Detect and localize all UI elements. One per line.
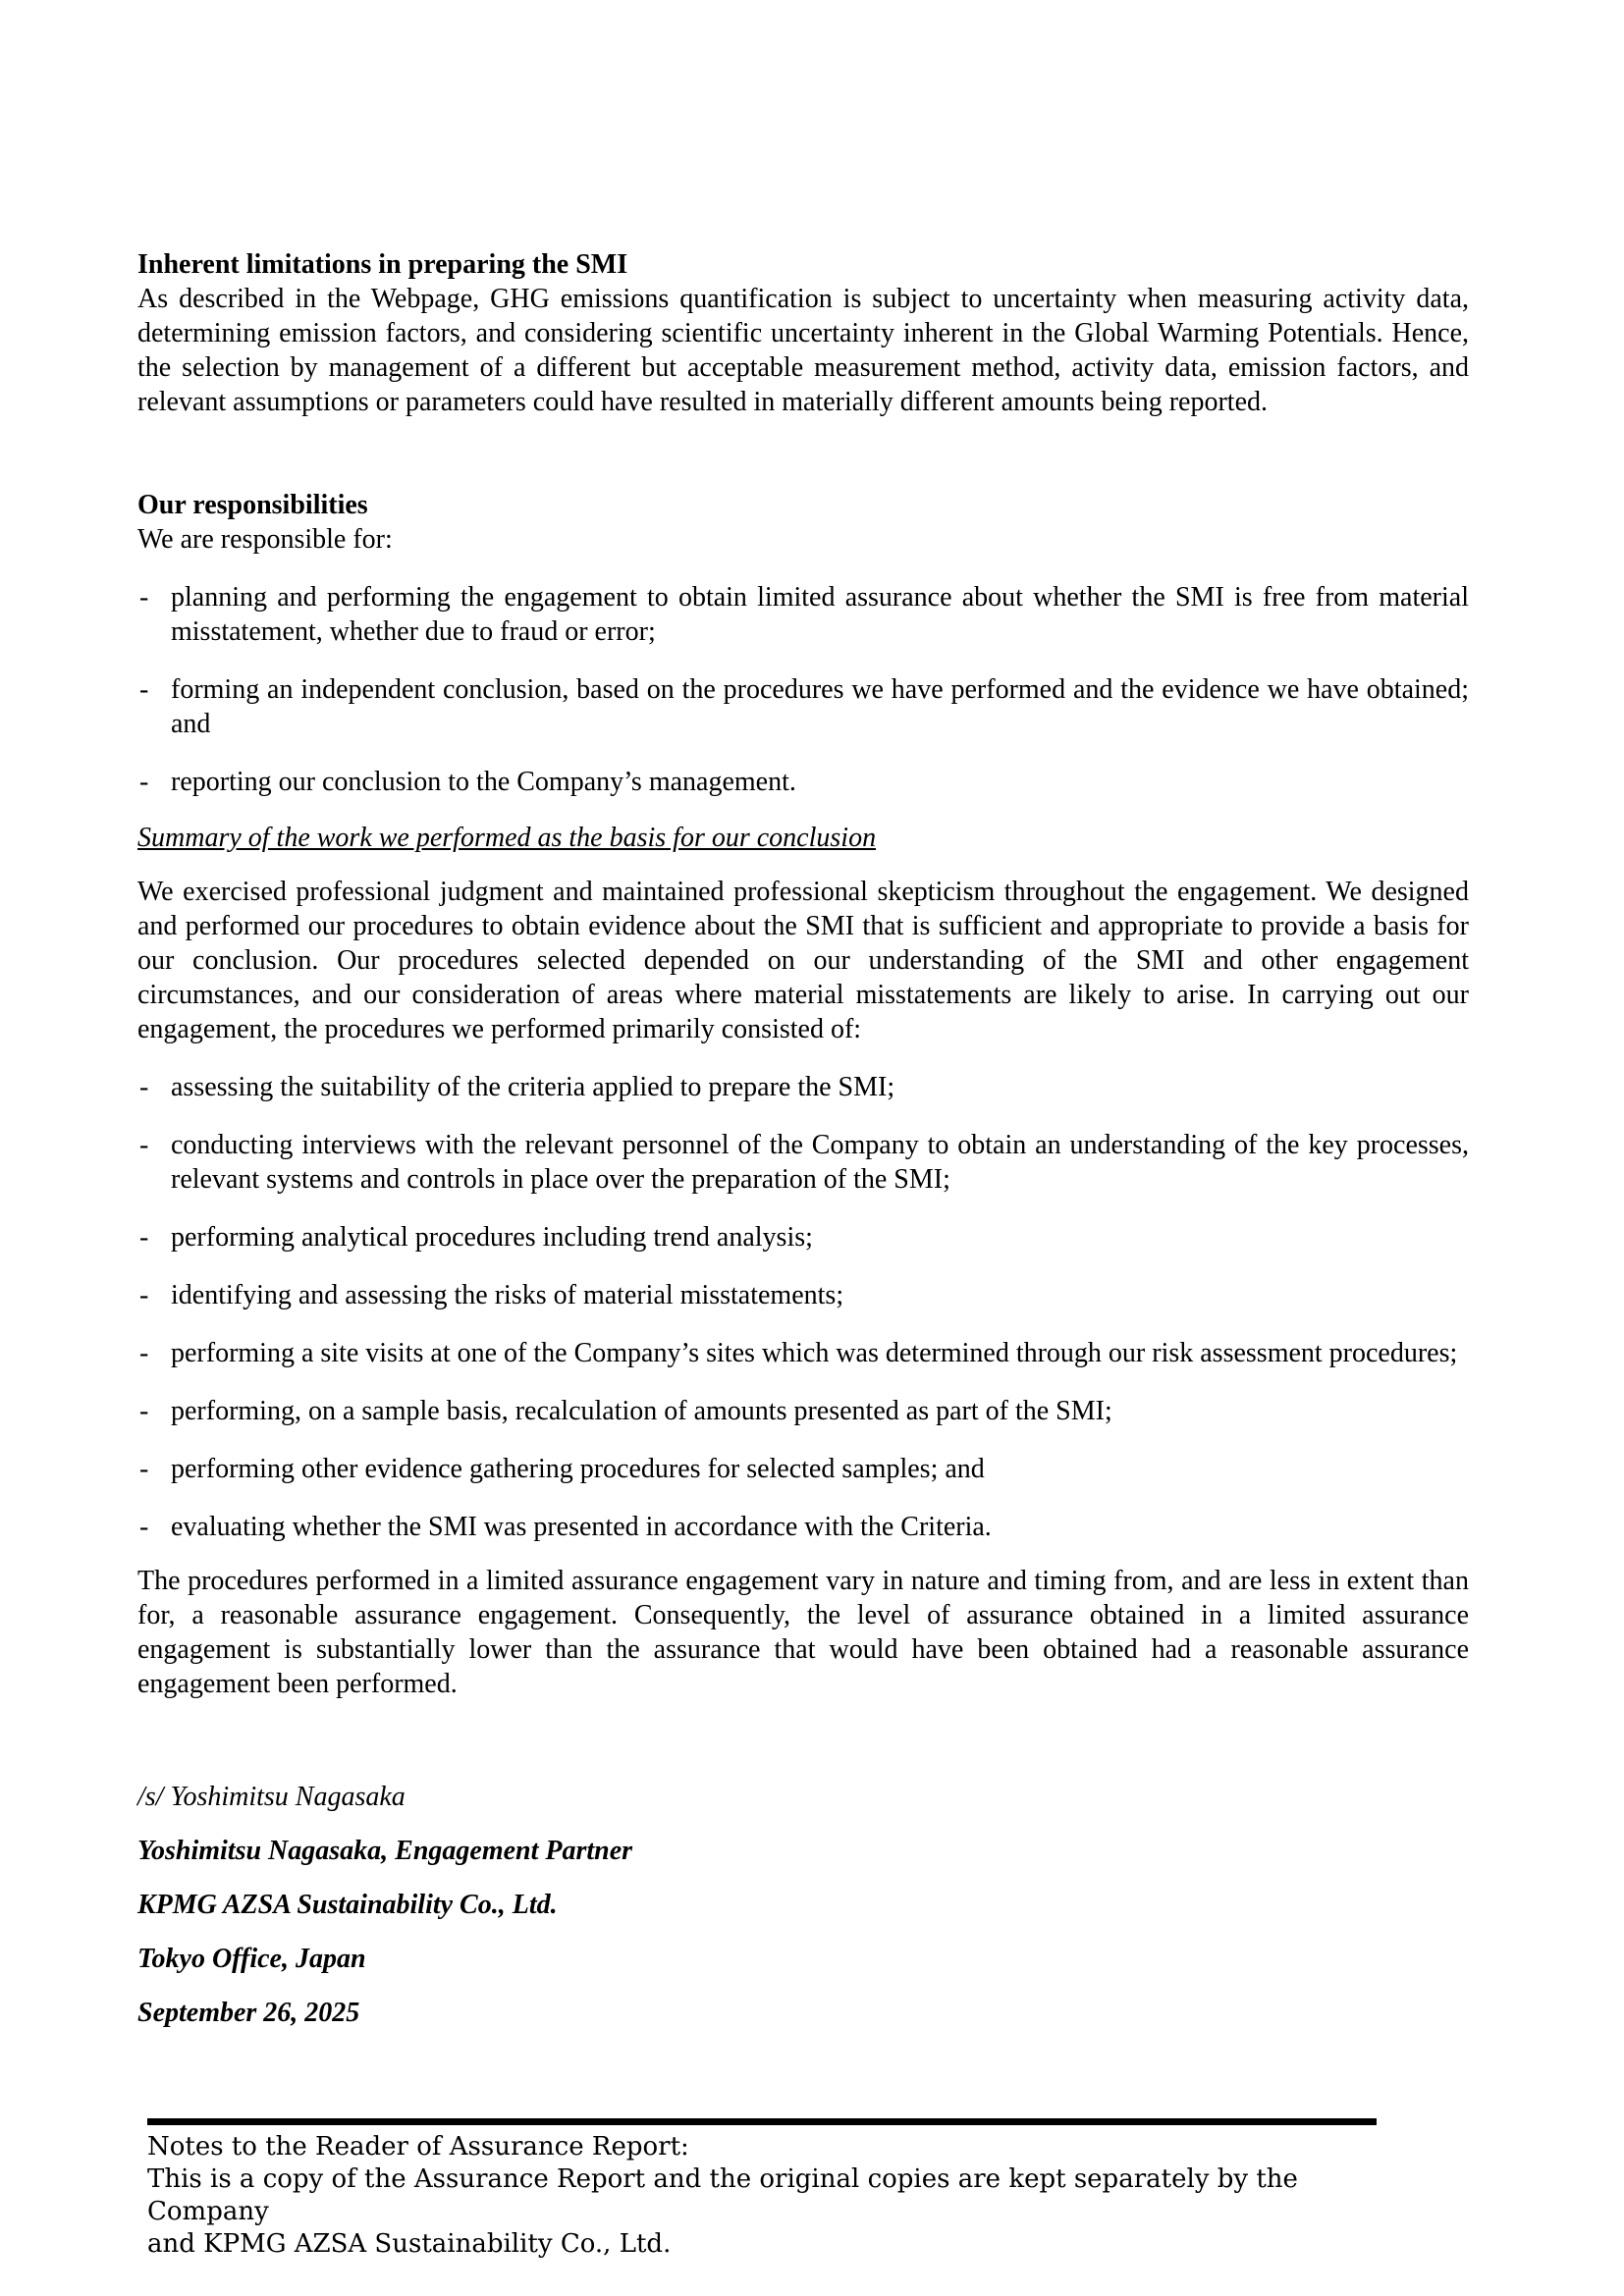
- dash-bullet: -: [139, 1072, 149, 1102]
- dash-bullet: -: [139, 1512, 149, 1542]
- list-item: [137, 580, 1469, 649]
- list-item-text: performing other evidence gathering procedures for selected samples; and: [171, 1454, 985, 1484]
- dash-bullet: -: [139, 767, 149, 797]
- list-item-text: reporting our conclusion to the Company’s management.: [171, 767, 796, 797]
- list-item-text: planning and performing the engagement to obtain limited assurance about whether the SMI is free from material misstatement, whether due to fraud or error;: [171, 582, 1469, 647]
- footnote-divider: [147, 2118, 1377, 2125]
- list-item: [137, 1128, 1469, 1197]
- list-item-text: performing analytical procedures including trend analysis;: [171, 1222, 813, 1253]
- list-item: [137, 1510, 1469, 1544]
- list-item: [137, 1278, 1469, 1312]
- dash-bullet: -: [139, 1222, 149, 1253]
- list-item-text: conducting interviews with the relevant personnel of the Company to obtain an understanding of the key processes, relevant systems and controls in place over the preparation of the SMI;: [171, 1130, 1469, 1195]
- list-item-text: evaluating whether the SMI was presented in accordance with the Criteria.: [171, 1512, 992, 1542]
- dash-bullet: -: [139, 674, 149, 705]
- list-item-text: performing a site visits at one of the Company’s sites which was determined through our risk assessment procedures;: [171, 1338, 1458, 1368]
- list-item-text: identifying and assessing the risks of material misstatements;: [171, 1280, 844, 1310]
- dash-bullet: -: [139, 582, 149, 613]
- list-item: [137, 1336, 1469, 1370]
- paragraph-work-performed: We exercised professional judgment and maintained professional skepticism throughout the engagement. We designed and performed our procedures to obtain evidence about the SMI that is sufficient and appropriate to provide a basis for our conclusion. Our procedures selected depended on our understanding of the SMI and other engagement circumstances, and our consideration of areas where material misstatements are likely to arise. In carrying out our engagement, the procedures we performed primarily consisted of:: [137, 877, 1469, 1044]
- signature-office-line: Tokyo Office, Japan: [137, 1944, 366, 1974]
- footnote-body-line1: This is a copy of the Assurance Report and the original copies are kept separately by the Company: [147, 2164, 1298, 2226]
- signature-s-line: /s/ Yoshimitsu Nagasaka: [137, 1782, 406, 1812]
- list-item: [137, 765, 1469, 799]
- paragraph-limited-assurance: The procedures performed in a limited assurance engagement vary in nature and timing from, and are less in extent than for, a reasonable assurance engagement. Consequently, the level of assurance obtained in a limited assurance engagement is substantially lower than the assurance that would have been obtained had a reasonable assurance engagement been performed.: [137, 1566, 1469, 1699]
- section-heading-inherent-limitations: Inherent limitations in preparing the SMI: [137, 249, 628, 280]
- list-item: [137, 1394, 1469, 1428]
- paragraph-inherent-limitations: As described in the Webpage, GHG emissions quantification is subject to uncertainty when measuring activity data, determining emission factors, and considering scientific uncertainty inherent in the Global Warming Potentials. Hence, the selection by management of a different but acceptable measurement method, activity data, emission factors, and relevant assumptions or parameters could have resulted in materially different amounts being reported.: [137, 284, 1469, 417]
- dash-bullet: -: [139, 1454, 149, 1484]
- list-item: [137, 1220, 1469, 1255]
- list-item-text: assessing the suitability of the criteria applied to prepare the SMI;: [171, 1072, 895, 1102]
- list-item: [137, 1452, 1469, 1486]
- dash-bullet: -: [139, 1396, 149, 1426]
- signature-firm-line: KPMG AZSA Sustainability Co., Ltd.: [137, 1890, 558, 1920]
- footnote-title: Notes to the Reader of Assurance Report:: [147, 2132, 689, 2162]
- footnote-body-line2: and KPMG AZSA Sustainability Co., Ltd.: [147, 2229, 672, 2259]
- list-item-text: forming an independent conclusion, based on the procedures we have performed and the evidence we have obtained; and: [171, 674, 1469, 739]
- dash-bullet: -: [139, 1130, 149, 1160]
- report-body: [137, 247, 1469, 2030]
- section-heading-our-responsibilities: Our responsibilities: [137, 490, 368, 520]
- signature-date-line: September 26, 2025: [137, 1998, 360, 2028]
- list-item: [137, 672, 1469, 741]
- list-item: [137, 1070, 1469, 1104]
- paragraph-responsibilities-intro: We are responsible for:: [137, 524, 393, 555]
- footnote-block: [147, 2118, 1384, 2261]
- dash-bullet: -: [139, 1338, 149, 1368]
- signature-name-line: Yoshimitsu Nagasaka, Engagement Partner: [137, 1836, 633, 1866]
- subheading-summary-of-work: Summary of the work we performed as the basis for our conclusion: [137, 823, 877, 853]
- dash-bullet: -: [139, 1280, 149, 1310]
- list-item-text: performing, on a sample basis, recalculation of amounts presented as part of the SMI;: [171, 1396, 1112, 1426]
